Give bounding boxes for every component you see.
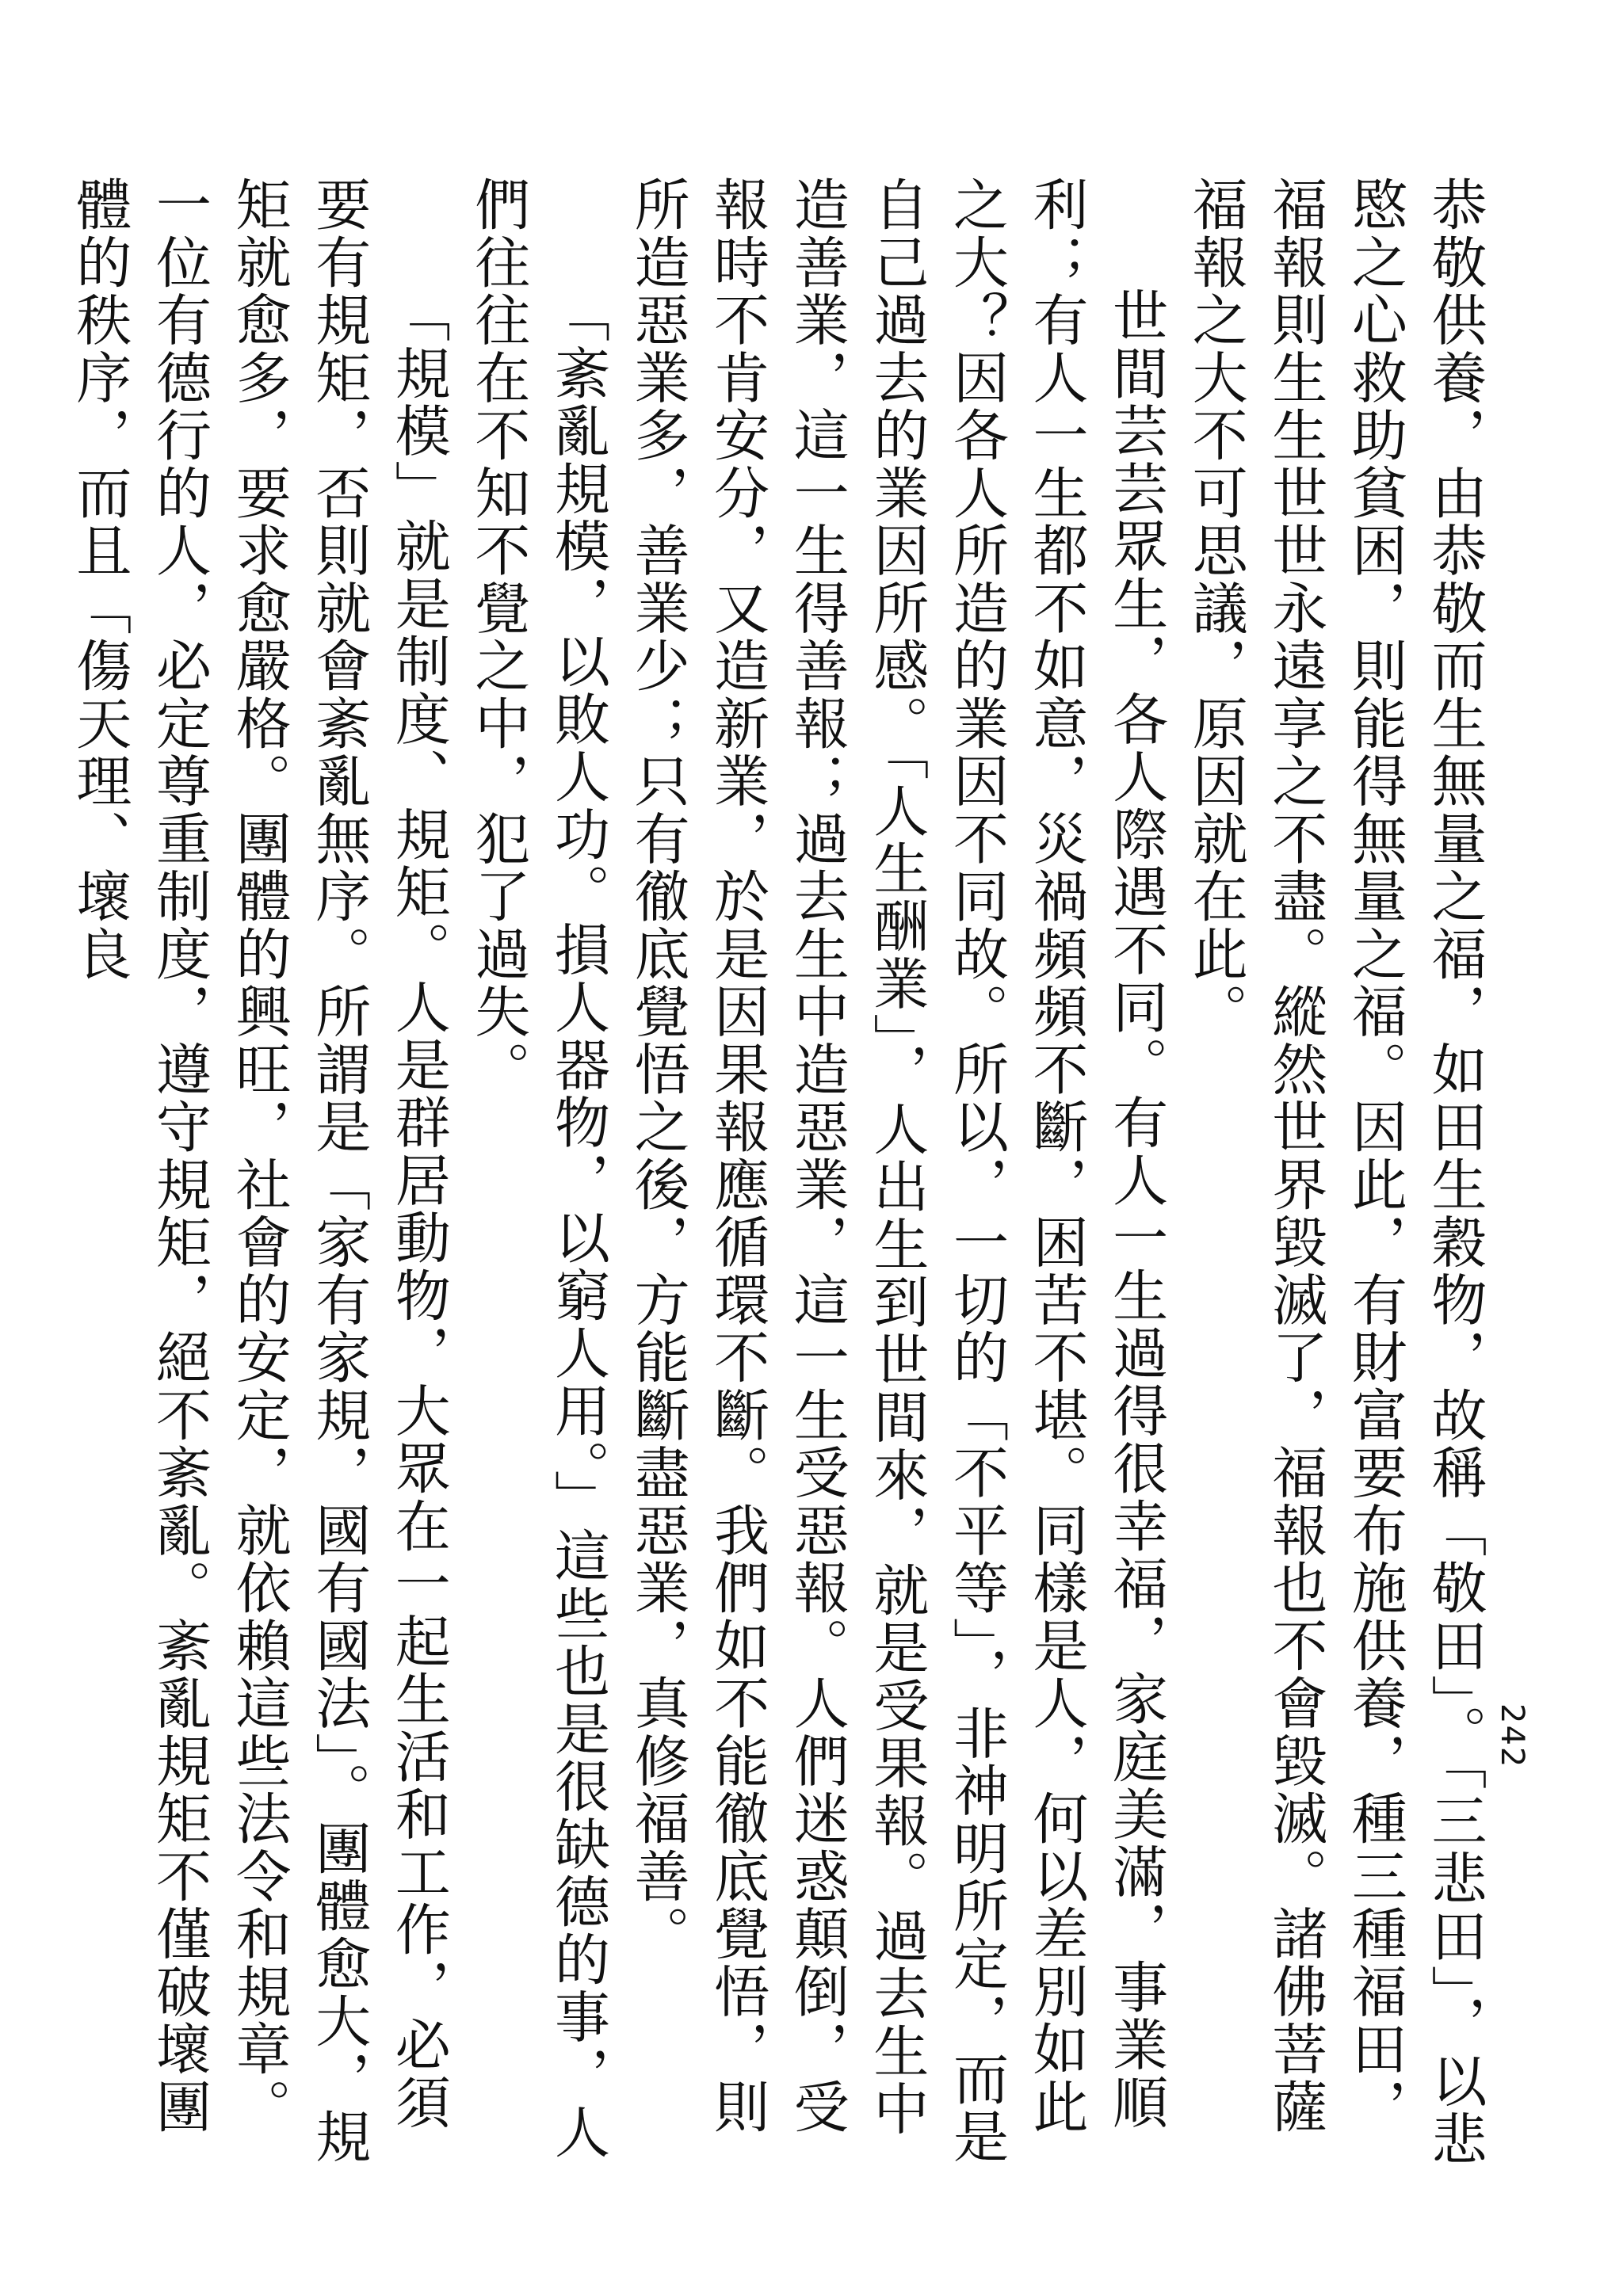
vertical-text-body [59,176,1495,2172]
paragraph-4: 「規模」就是制度、規矩。人是群居動物，大眾在一起生活和工作，必須要有規矩，否則就會紊亂無序。所謂是「家有家規，國有國法」。團體愈大，規矩就愈多，要求愈嚴格。團體的興旺，社會的安定，就依賴這些法令和規章。一位有德行的人，必定尊重制度，遵守規矩，絕不紊亂。紊亂規矩不僅破壞團體的秩序，而且「傷天理、壞良 [67,176,452,2166]
paragraph-2: 世間芸芸眾生，各人際遇不同。有人一生過得很幸福，家庭美滿，事業順利；有人一生都不如意，災禍頻頻不斷，困苦不堪。同樣是人，何以差別如此之大？因各人所造的業因不同故。所以，一切的「不平等」，非神明所定，而是自己過去的業因所感。「人生酬業」，人出生到世間來，就是受果報。過去生中造善業，這一生得善報；過去生中造惡業，這一生受惡報。人們迷惑顛倒，受報時不肯安分，又造新業，於是因果報應循環不斷。我們如不能徹底覺悟，則所造惡業多，善業少；只有徹底覺悟之後，方能斷盡惡業，真修福善。 [625,176,1169,2166]
paragraph-3: 「紊亂規模，以敗人功。損人器物，以窮人用。」這些也是很缺德的事，人們往往在不知不覺之中，犯了過失。 [465,176,611,2161]
paragraph-1: 恭敬供養，由恭敬而生無量之福，如田生穀物，故稱「敬田」。「三悲田」，以悲愍之心救助貧困，則能得無量之福。因此，有財富要布施供養，種三種福田，福報則生生世世永遠享之不盡。縱然世界毀滅了，福報也不會毀滅。諸佛菩薩福報之大不可思議，原因就在此。 [1183,176,1487,2168]
page-number: 242 [1494,1703,1530,1769]
